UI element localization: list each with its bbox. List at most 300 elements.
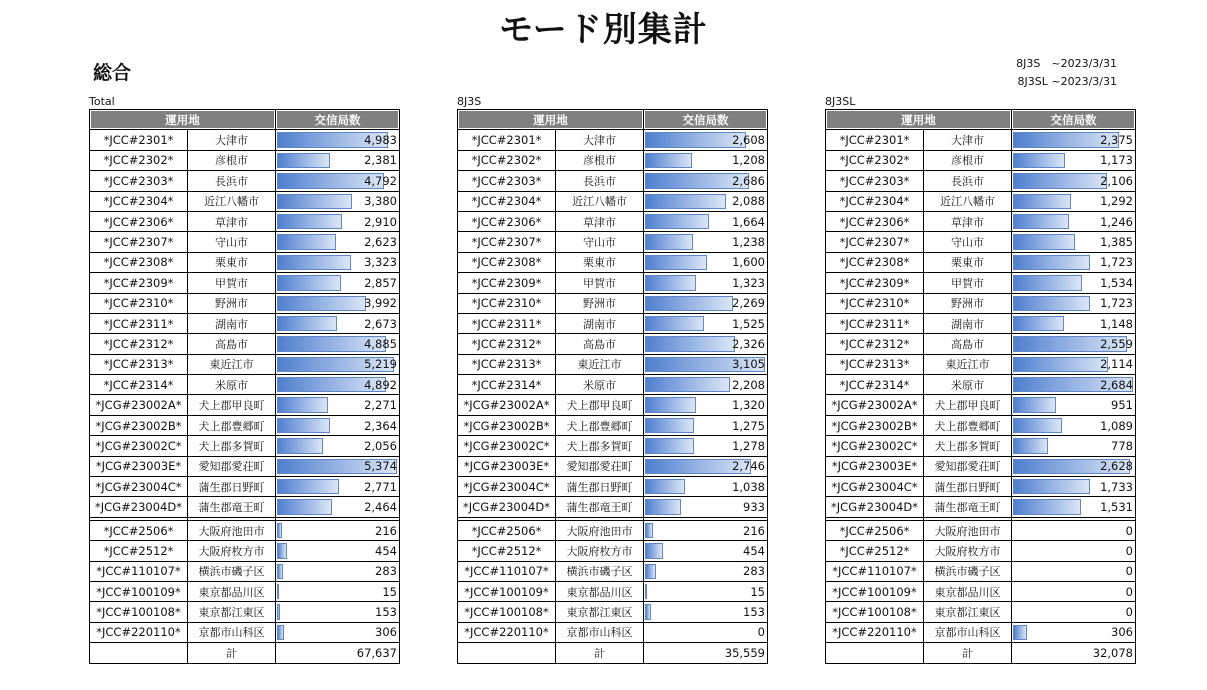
count-table [825, 109, 1136, 664]
count-value: 2,381 [364, 153, 397, 168]
data-bar [645, 397, 696, 412]
count-cell [1012, 273, 1136, 293]
count-cell [276, 232, 400, 252]
jcc-code: *JCG#23003E* [458, 456, 556, 476]
table-row [458, 436, 768, 456]
count-value: 4,983 [364, 133, 397, 148]
place-name: 蒲生郡竜王町 [556, 497, 644, 517]
jcc-code: *JCG#23003E* [826, 456, 924, 476]
count-value: 2,686 [732, 173, 765, 188]
jcc-code: *JCG#23002A* [826, 395, 924, 415]
table-row [826, 581, 1136, 601]
jcc-code: *JCG#23004D* [90, 497, 188, 517]
count-value: 2,208 [732, 377, 765, 392]
count-cell [1012, 415, 1136, 435]
count-cell [644, 622, 768, 642]
jcc-code: *JCC#110107* [90, 561, 188, 581]
table-row [458, 602, 768, 622]
count-cell [644, 150, 768, 170]
table-row [90, 375, 400, 395]
count-value: 0 [757, 625, 765, 640]
count-value: 2,623 [364, 235, 397, 250]
count-value: 0 [1125, 584, 1133, 599]
count-cell [276, 456, 400, 476]
jcc-code: *JCC#2301* [90, 130, 188, 150]
data-bar [1013, 275, 1082, 290]
table-row [90, 395, 400, 415]
place-name: 大阪府枚方市 [556, 541, 644, 561]
table-row [458, 232, 768, 252]
count-value: 1,246 [1100, 214, 1133, 229]
place-name: 守山市 [924, 232, 1012, 252]
count-cell [276, 171, 400, 191]
count-cell [1012, 150, 1136, 170]
data-bar [277, 418, 330, 433]
data-bar [1013, 194, 1071, 209]
data-bar [277, 604, 280, 619]
table-row [90, 232, 400, 252]
count-cell [276, 622, 400, 642]
jcc-code: *JCC#2313* [458, 354, 556, 374]
total-count: 32,078 [1092, 645, 1133, 660]
count-cell [644, 211, 768, 231]
count-cell [644, 415, 768, 435]
jcc-code: *JCC#2512* [458, 541, 556, 561]
jcc-code: *JCG#23004C* [458, 477, 556, 497]
jcc-code: *JCC#2307* [826, 232, 924, 252]
count-value: 2,464 [364, 500, 397, 515]
jcc-code: *JCC#2309* [826, 273, 924, 293]
place-name: 犬上郡多賀町 [188, 436, 276, 456]
place-name: 蒲生郡日野町 [556, 477, 644, 497]
place-name: 犬上郡多賀町 [556, 436, 644, 456]
table-row [826, 273, 1136, 293]
count-value: 2,269 [732, 296, 765, 311]
place-name: 米原市 [924, 375, 1012, 395]
place-name: 東近江市 [924, 354, 1012, 374]
table-row [90, 171, 400, 191]
jcc-code: *JCC#2314* [458, 375, 556, 395]
table-row [458, 171, 768, 191]
place-name: 犬上郡多賀町 [924, 436, 1012, 456]
data-bar [277, 296, 366, 311]
total-row [90, 643, 400, 663]
jcc-code: *JCC#100109* [458, 581, 556, 601]
place-name: 東京都江東区 [924, 602, 1012, 622]
data-bar [645, 214, 709, 229]
place-name: 彦根市 [188, 150, 276, 170]
data-bar [645, 543, 663, 558]
table-row [90, 191, 400, 211]
table-row [826, 211, 1136, 231]
place-name: 蒲生郡竜王町 [188, 497, 276, 517]
count-cell [1012, 130, 1136, 150]
table-row [458, 477, 768, 497]
count-value: 2,608 [732, 133, 765, 148]
jcc-code: *JCC#2312* [826, 334, 924, 354]
count-value: 1,148 [1100, 316, 1133, 331]
table-row [826, 622, 1136, 642]
count-cell [1012, 354, 1136, 374]
data-bar [1013, 397, 1056, 412]
place-name: 彦根市 [556, 150, 644, 170]
count-value: 3,323 [364, 255, 397, 270]
table-row [458, 622, 768, 642]
count-value: 2,857 [364, 275, 397, 290]
count-value: 933 [743, 500, 765, 515]
count-value: 0 [1125, 543, 1133, 558]
data-bar [645, 316, 704, 331]
count-value: 306 [1111, 625, 1133, 640]
count-cell [1012, 171, 1136, 191]
total-label: 計 [188, 643, 276, 663]
count-value: 1,275 [732, 418, 765, 433]
place-name: 野洲市 [188, 293, 276, 313]
count-cell [1012, 602, 1136, 622]
place-name: 東京都品川区 [188, 581, 276, 601]
data-bar [1013, 255, 1090, 270]
count-value: 1,238 [732, 235, 765, 250]
table-row [458, 313, 768, 333]
place-name: 大阪府枚方市 [924, 541, 1012, 561]
jcc-code: *JCC#2302* [826, 150, 924, 170]
panel-8j3sl [825, 94, 1135, 664]
count-value: 3,380 [364, 194, 397, 209]
data-bar [1013, 438, 1048, 453]
table-row [826, 395, 1136, 415]
jcc-code: *JCC#2308* [90, 252, 188, 272]
jcc-code: *JCC#100108* [826, 602, 924, 622]
table-row [826, 232, 1136, 252]
count-cell [1012, 395, 1136, 415]
count-cell [644, 130, 768, 150]
place-name: 大阪府池田市 [188, 520, 276, 540]
count-value: 153 [375, 605, 397, 620]
count-value: 1,208 [732, 153, 765, 168]
data-bar [1013, 153, 1065, 168]
count-cell [1012, 541, 1136, 561]
jcc-code: *JCC#2304* [90, 191, 188, 211]
count-cell [644, 375, 768, 395]
data-bar [645, 479, 685, 494]
count-value: 454 [375, 543, 397, 558]
count-value: 4,892 [364, 377, 397, 392]
place-name: 横浜市磯子区 [924, 561, 1012, 581]
table-row [458, 293, 768, 313]
count-cell [1012, 456, 1136, 476]
jcc-code: *JCC#2303* [826, 171, 924, 191]
count-value: 15 [382, 584, 397, 599]
table-row [90, 436, 400, 456]
place-name: 草津市 [188, 211, 276, 231]
header-location: 運用地 [90, 110, 276, 130]
count-cell [276, 395, 400, 415]
table-row [826, 334, 1136, 354]
count-value: 3,105 [732, 357, 765, 372]
data-bar [645, 584, 647, 599]
table-row [458, 561, 768, 581]
count-value: 1,385 [1100, 235, 1133, 250]
data-bar [645, 523, 653, 538]
count-cell [644, 497, 768, 517]
count-cell [1012, 334, 1136, 354]
count-value: 1,323 [732, 275, 765, 290]
jcc-code: *JCC#2314* [90, 375, 188, 395]
place-name: 東京都江東区 [556, 602, 644, 622]
place-name: 犬上郡甲良町 [556, 395, 644, 415]
jcc-code: *JCC#2512* [826, 541, 924, 561]
data-bar [1013, 214, 1069, 229]
jcc-code: *JCC#2311* [90, 313, 188, 333]
count-value: 1,723 [1100, 296, 1133, 311]
table-row [458, 354, 768, 374]
table-row [90, 520, 400, 540]
count-value: 2,364 [364, 418, 397, 433]
place-name: 横浜市磯子区 [556, 561, 644, 581]
place-name: 大阪府池田市 [556, 520, 644, 540]
place-name: 蒲生郡竜王町 [924, 497, 1012, 517]
place-name: 甲賀市 [188, 273, 276, 293]
data-bar [645, 377, 730, 392]
count-value: 2,684 [1100, 377, 1133, 392]
place-name: 長浜市 [924, 171, 1012, 191]
jcc-code: *JCG#23002A* [90, 395, 188, 415]
jcc-code: *JCC#2301* [458, 130, 556, 150]
place-name: 大阪府枚方市 [188, 541, 276, 561]
total-count: 35,559 [724, 645, 765, 660]
jcc-code: *JCG#23002C* [458, 436, 556, 456]
jcc-code: *JCC#2304* [826, 191, 924, 211]
count-cell [276, 477, 400, 497]
count-value: 2,056 [364, 438, 397, 453]
count-cell [276, 415, 400, 435]
count-value: 0 [1125, 523, 1133, 538]
count-value: 5,219 [364, 357, 397, 372]
count-cell [644, 232, 768, 252]
jcc-code: *JCC#2306* [826, 211, 924, 231]
jcc-code: *JCC#220110* [826, 622, 924, 642]
table-row [90, 561, 400, 581]
jcc-code: *JCC#2307* [90, 232, 188, 252]
count-cell [1012, 520, 1136, 540]
place-name: 米原市 [556, 375, 644, 395]
count-value: 1,664 [732, 214, 765, 229]
data-bar [277, 234, 336, 249]
data-bar [277, 543, 287, 558]
place-name: 近江八幡市 [556, 191, 644, 211]
count-value: 216 [743, 523, 765, 538]
table-row [90, 211, 400, 231]
data-bar [277, 194, 352, 209]
data-bar [277, 479, 339, 494]
count-cell [276, 541, 400, 561]
table-row [458, 375, 768, 395]
place-name: 甲賀市 [924, 273, 1012, 293]
data-bar [1013, 499, 1081, 514]
place-name: 愛知郡愛荘町 [188, 456, 276, 476]
count-value: 1,600 [732, 255, 765, 270]
table-row [90, 293, 400, 313]
count-cell [276, 497, 400, 517]
jcc-code: *JCC#2313* [90, 354, 188, 374]
jcc-code: *JCC#100109* [826, 581, 924, 601]
count-value: 0 [1125, 564, 1133, 579]
data-bar [277, 397, 328, 412]
jcc-code: *JCG#23004C* [90, 477, 188, 497]
place-name: 野洲市 [556, 293, 644, 313]
data-bar [645, 194, 726, 209]
count-cell [276, 602, 400, 622]
table-row [90, 602, 400, 622]
jcc-code: *JCC#220110* [90, 622, 188, 642]
table-row [458, 334, 768, 354]
data-bar [277, 316, 337, 331]
place-name: 大津市 [188, 130, 276, 150]
count-cell [1012, 191, 1136, 211]
jcc-code: *JCC#100108* [90, 602, 188, 622]
data-bar [1013, 296, 1090, 311]
count-cell [276, 581, 400, 601]
header-count: 交信局数 [644, 110, 768, 130]
count-value: 283 [375, 564, 397, 579]
count-cell [644, 561, 768, 581]
table-row [90, 415, 400, 435]
header-row [90, 110, 400, 130]
section-title: 総合 [93, 62, 132, 84]
count-cell [644, 456, 768, 476]
panel-total [89, 94, 399, 664]
count-value: 1,534 [1100, 275, 1133, 290]
date-note-8j3s: 8J3S ~2023/3/31 [1016, 57, 1117, 70]
place-name: 蒲生郡日野町 [188, 477, 276, 497]
table-row [826, 602, 1136, 622]
place-name: 愛知郡愛荘町 [924, 456, 1012, 476]
count-cell [1012, 252, 1136, 272]
place-name: 栗東市 [556, 252, 644, 272]
jcc-code: *JCC#2306* [458, 211, 556, 231]
data-bar [1013, 625, 1027, 640]
count-cell [1012, 497, 1136, 517]
count-cell [276, 354, 400, 374]
count-value: 2,771 [364, 479, 397, 494]
jcc-code: *JCG#23002A* [458, 395, 556, 415]
place-name: 大阪府池田市 [924, 520, 1012, 540]
count-cell [644, 436, 768, 456]
count-cell [644, 581, 768, 601]
count-value: 153 [743, 605, 765, 620]
data-bar [645, 132, 746, 147]
count-value: 1,292 [1100, 194, 1133, 209]
jcc-code: *JCC#110107* [826, 561, 924, 581]
count-value: 2,559 [1100, 336, 1133, 351]
count-cell [276, 211, 400, 231]
panel-8j3s [457, 94, 767, 664]
count-value: 15 [750, 584, 765, 599]
jcc-code: *JCC#2311* [826, 313, 924, 333]
table-row [458, 581, 768, 601]
place-name: 彦根市 [924, 150, 1012, 170]
table-row [826, 520, 1136, 540]
count-value: 2,910 [364, 214, 397, 229]
count-value: 1,733 [1100, 479, 1133, 494]
table-row [90, 541, 400, 561]
table-row [90, 581, 400, 601]
place-name: 栗東市 [924, 252, 1012, 272]
count-cell [276, 436, 400, 456]
place-name: 米原市 [188, 375, 276, 395]
table-row [826, 354, 1136, 374]
header-location: 運用地 [826, 110, 1012, 130]
count-value: 2,673 [364, 316, 397, 331]
data-bar [645, 418, 694, 433]
data-bar [645, 275, 696, 290]
table-row [826, 436, 1136, 456]
place-name: 湖南市 [556, 313, 644, 333]
table-row [458, 150, 768, 170]
total-label: 計 [556, 643, 644, 663]
jcc-code: *JCG#23002B* [826, 415, 924, 435]
count-value: 2,114 [1100, 357, 1133, 372]
data-bar [1013, 234, 1075, 249]
data-bar [1013, 357, 1108, 372]
place-name: 高島市 [188, 334, 276, 354]
count-cell [644, 171, 768, 191]
place-name: 愛知郡愛荘町 [556, 456, 644, 476]
table-row [458, 520, 768, 540]
count-cell [1012, 436, 1136, 456]
count-value: 2,628 [1100, 459, 1133, 474]
jcc-code: *JCG#23004D* [458, 497, 556, 517]
place-name: 甲賀市 [556, 273, 644, 293]
count-cell [276, 313, 400, 333]
table-row [90, 354, 400, 374]
data-bar [1013, 173, 1107, 188]
table-row [826, 375, 1136, 395]
jcc-code: *JCC#2302* [90, 150, 188, 170]
table-row [90, 130, 400, 150]
count-cell [644, 252, 768, 272]
jcc-code: *JCC#2310* [90, 293, 188, 313]
place-name: 野洲市 [924, 293, 1012, 313]
place-name: 草津市 [924, 211, 1012, 231]
count-value: 2,088 [732, 194, 765, 209]
header-location: 運用地 [458, 110, 644, 130]
table-row [90, 456, 400, 476]
total-value [276, 643, 400, 663]
data-bar [645, 604, 651, 619]
data-bar [277, 275, 341, 290]
jcc-code: *JCC#2312* [90, 334, 188, 354]
jcc-code: *JCG#23002B* [458, 415, 556, 435]
jcc-code: *JCC#2303* [90, 171, 188, 191]
table-row [90, 497, 400, 517]
place-name: 湖南市 [924, 313, 1012, 333]
data-bar [277, 438, 323, 453]
count-cell [1012, 232, 1136, 252]
jcc-code: *JCC#2512* [90, 541, 188, 561]
data-bar [645, 499, 681, 514]
place-name: 横浜市磯子区 [188, 561, 276, 581]
jcc-code: *JCC#110107* [458, 561, 556, 581]
count-value: 1,038 [732, 479, 765, 494]
place-name: 大津市 [924, 130, 1012, 150]
jcc-code: *JCG#23004D* [826, 497, 924, 517]
place-name: 東近江市 [556, 354, 644, 374]
count-value: 1,278 [732, 438, 765, 453]
count-cell [1012, 375, 1136, 395]
jcc-code: *JCC#2304* [458, 191, 556, 211]
count-cell [1012, 581, 1136, 601]
